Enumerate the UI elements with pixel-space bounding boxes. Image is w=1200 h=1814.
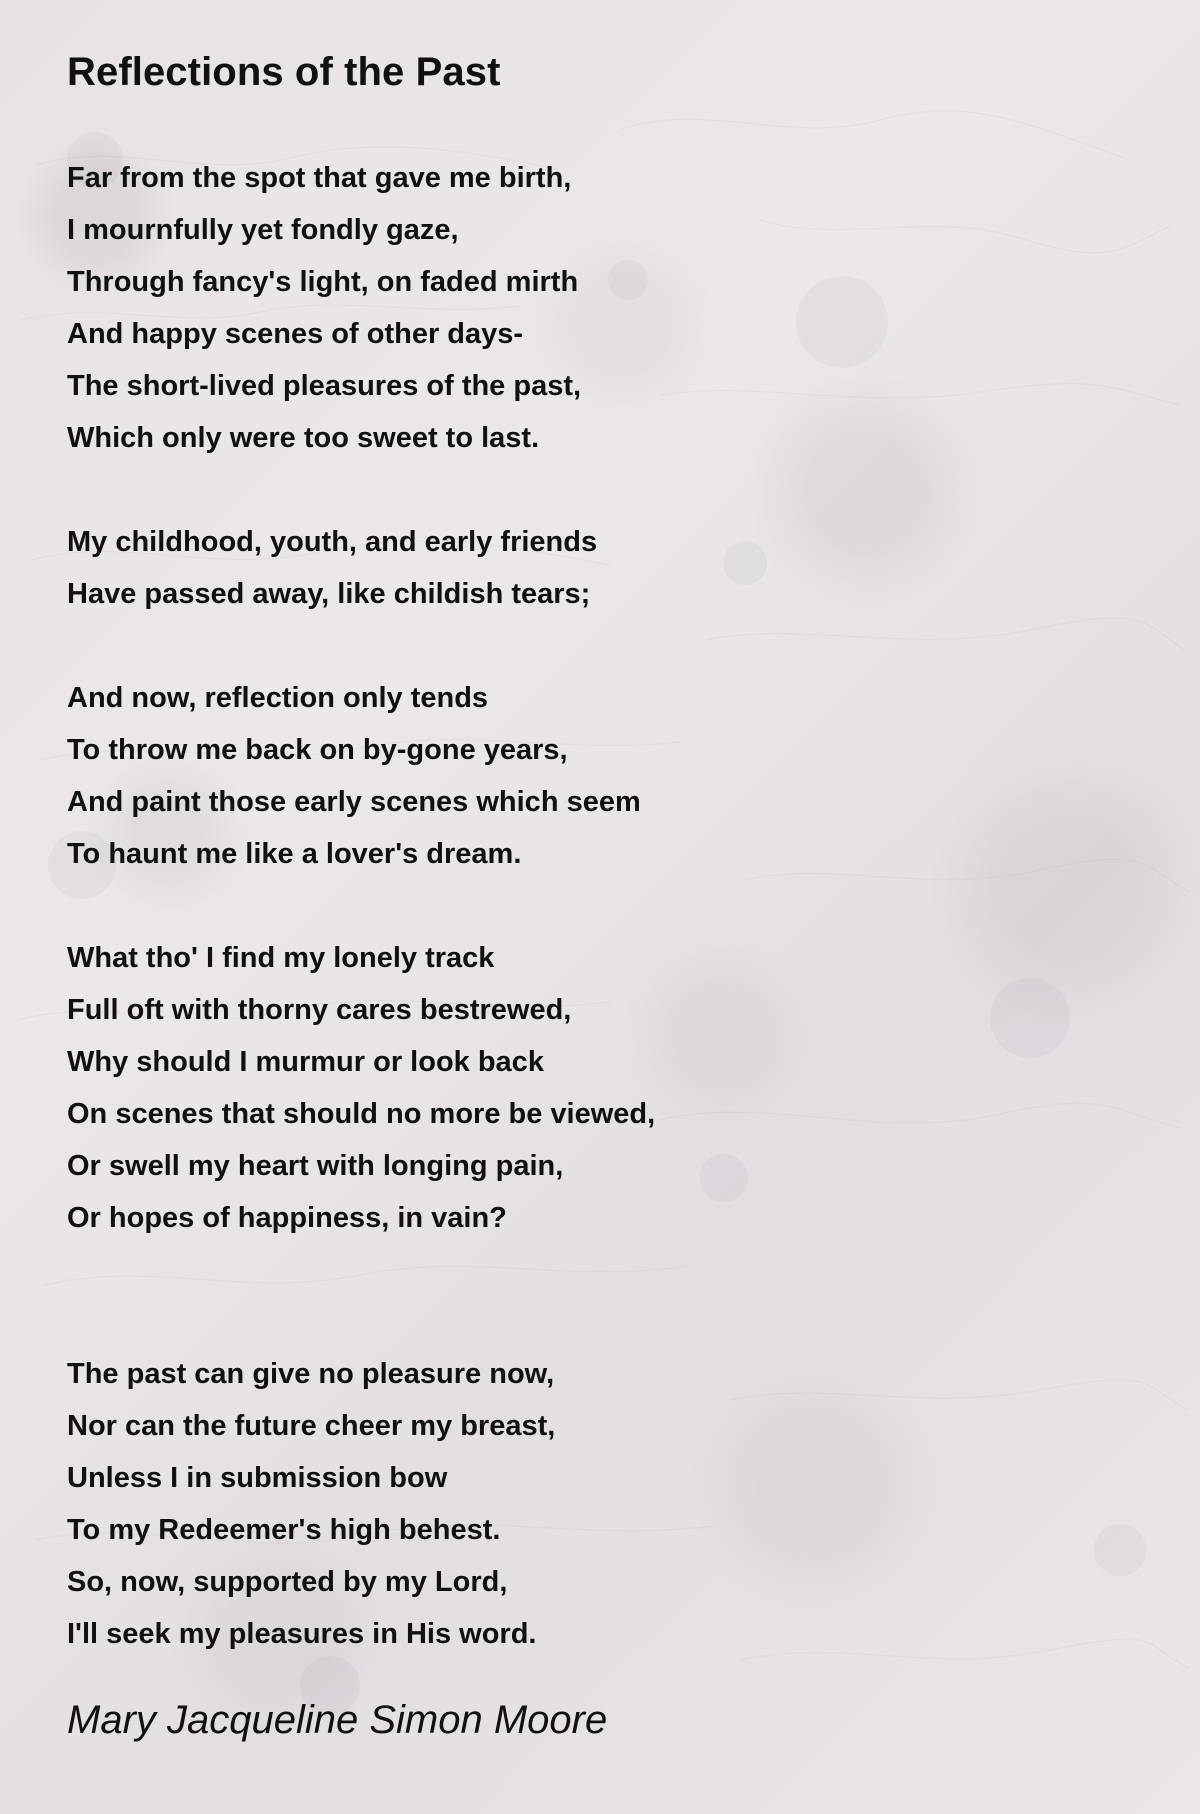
poem-container xyxy=(67,50,1067,1744)
poem-line: What tho' I find my lonely track xyxy=(67,942,495,974)
poem-line: Far from the spot that gave me birth, xyxy=(67,162,572,194)
poem-line: Which only were too sweet to last. xyxy=(67,422,540,454)
poem-line: Full oft with thorny cares bestrewed, xyxy=(67,994,572,1026)
stanza-gap xyxy=(67,464,1067,516)
stanza-3 xyxy=(67,672,1067,880)
poem-line: The short-lived pleasures of the past, xyxy=(67,370,582,402)
poem-line: Have passed away, like childish tears; xyxy=(67,578,591,610)
poem-line: On scenes that should no more be viewed, xyxy=(67,1098,656,1130)
poem-line: Unless I in submission bow xyxy=(67,1462,448,1494)
stanza-1 xyxy=(67,152,1067,464)
poem-line: I mournfully yet fondly gaze, xyxy=(67,214,459,246)
poem-line: The past can give no pleasure now, xyxy=(67,1358,555,1390)
stanza-gap xyxy=(67,880,1067,932)
poem-line: So, now, supported by my Lord, xyxy=(67,1566,508,1598)
poem-author: Mary Jacqueline Simon Moore xyxy=(67,1698,608,1742)
poem-line: Nor can the future cheer my breast, xyxy=(67,1410,556,1442)
poem-line: I'll seek my pleasures in His word. xyxy=(67,1618,537,1650)
poem-line: Or hopes of happiness, in vain? xyxy=(67,1202,507,1234)
stanza-5 xyxy=(67,1348,1067,1660)
poem-line: And now, reflection only tends xyxy=(67,682,489,714)
poem-line: My childhood, youth, and early friends xyxy=(67,526,598,558)
poem-line: Why should I murmur or look back xyxy=(67,1046,544,1078)
stanza-gap xyxy=(67,620,1067,672)
poem-title: Reflections of the Past xyxy=(67,50,501,94)
poem-line: To haunt me like a lover's dream. xyxy=(67,838,522,870)
stanza-4 xyxy=(67,932,1067,1244)
poem-line: And happy scenes of other days- xyxy=(67,318,524,350)
poem-line: To throw me back on by-gone years, xyxy=(67,734,568,766)
poem-line: And paint those early scenes which seem xyxy=(67,786,641,818)
poem-line: To my Redeemer's high behest. xyxy=(67,1514,501,1546)
stanza-gap xyxy=(67,1244,1067,1348)
poem-line: Or swell my heart with longing pain, xyxy=(67,1150,564,1182)
stanza-2 xyxy=(67,516,1067,620)
poem-line: Through fancy's light, on faded mirth xyxy=(67,266,579,298)
